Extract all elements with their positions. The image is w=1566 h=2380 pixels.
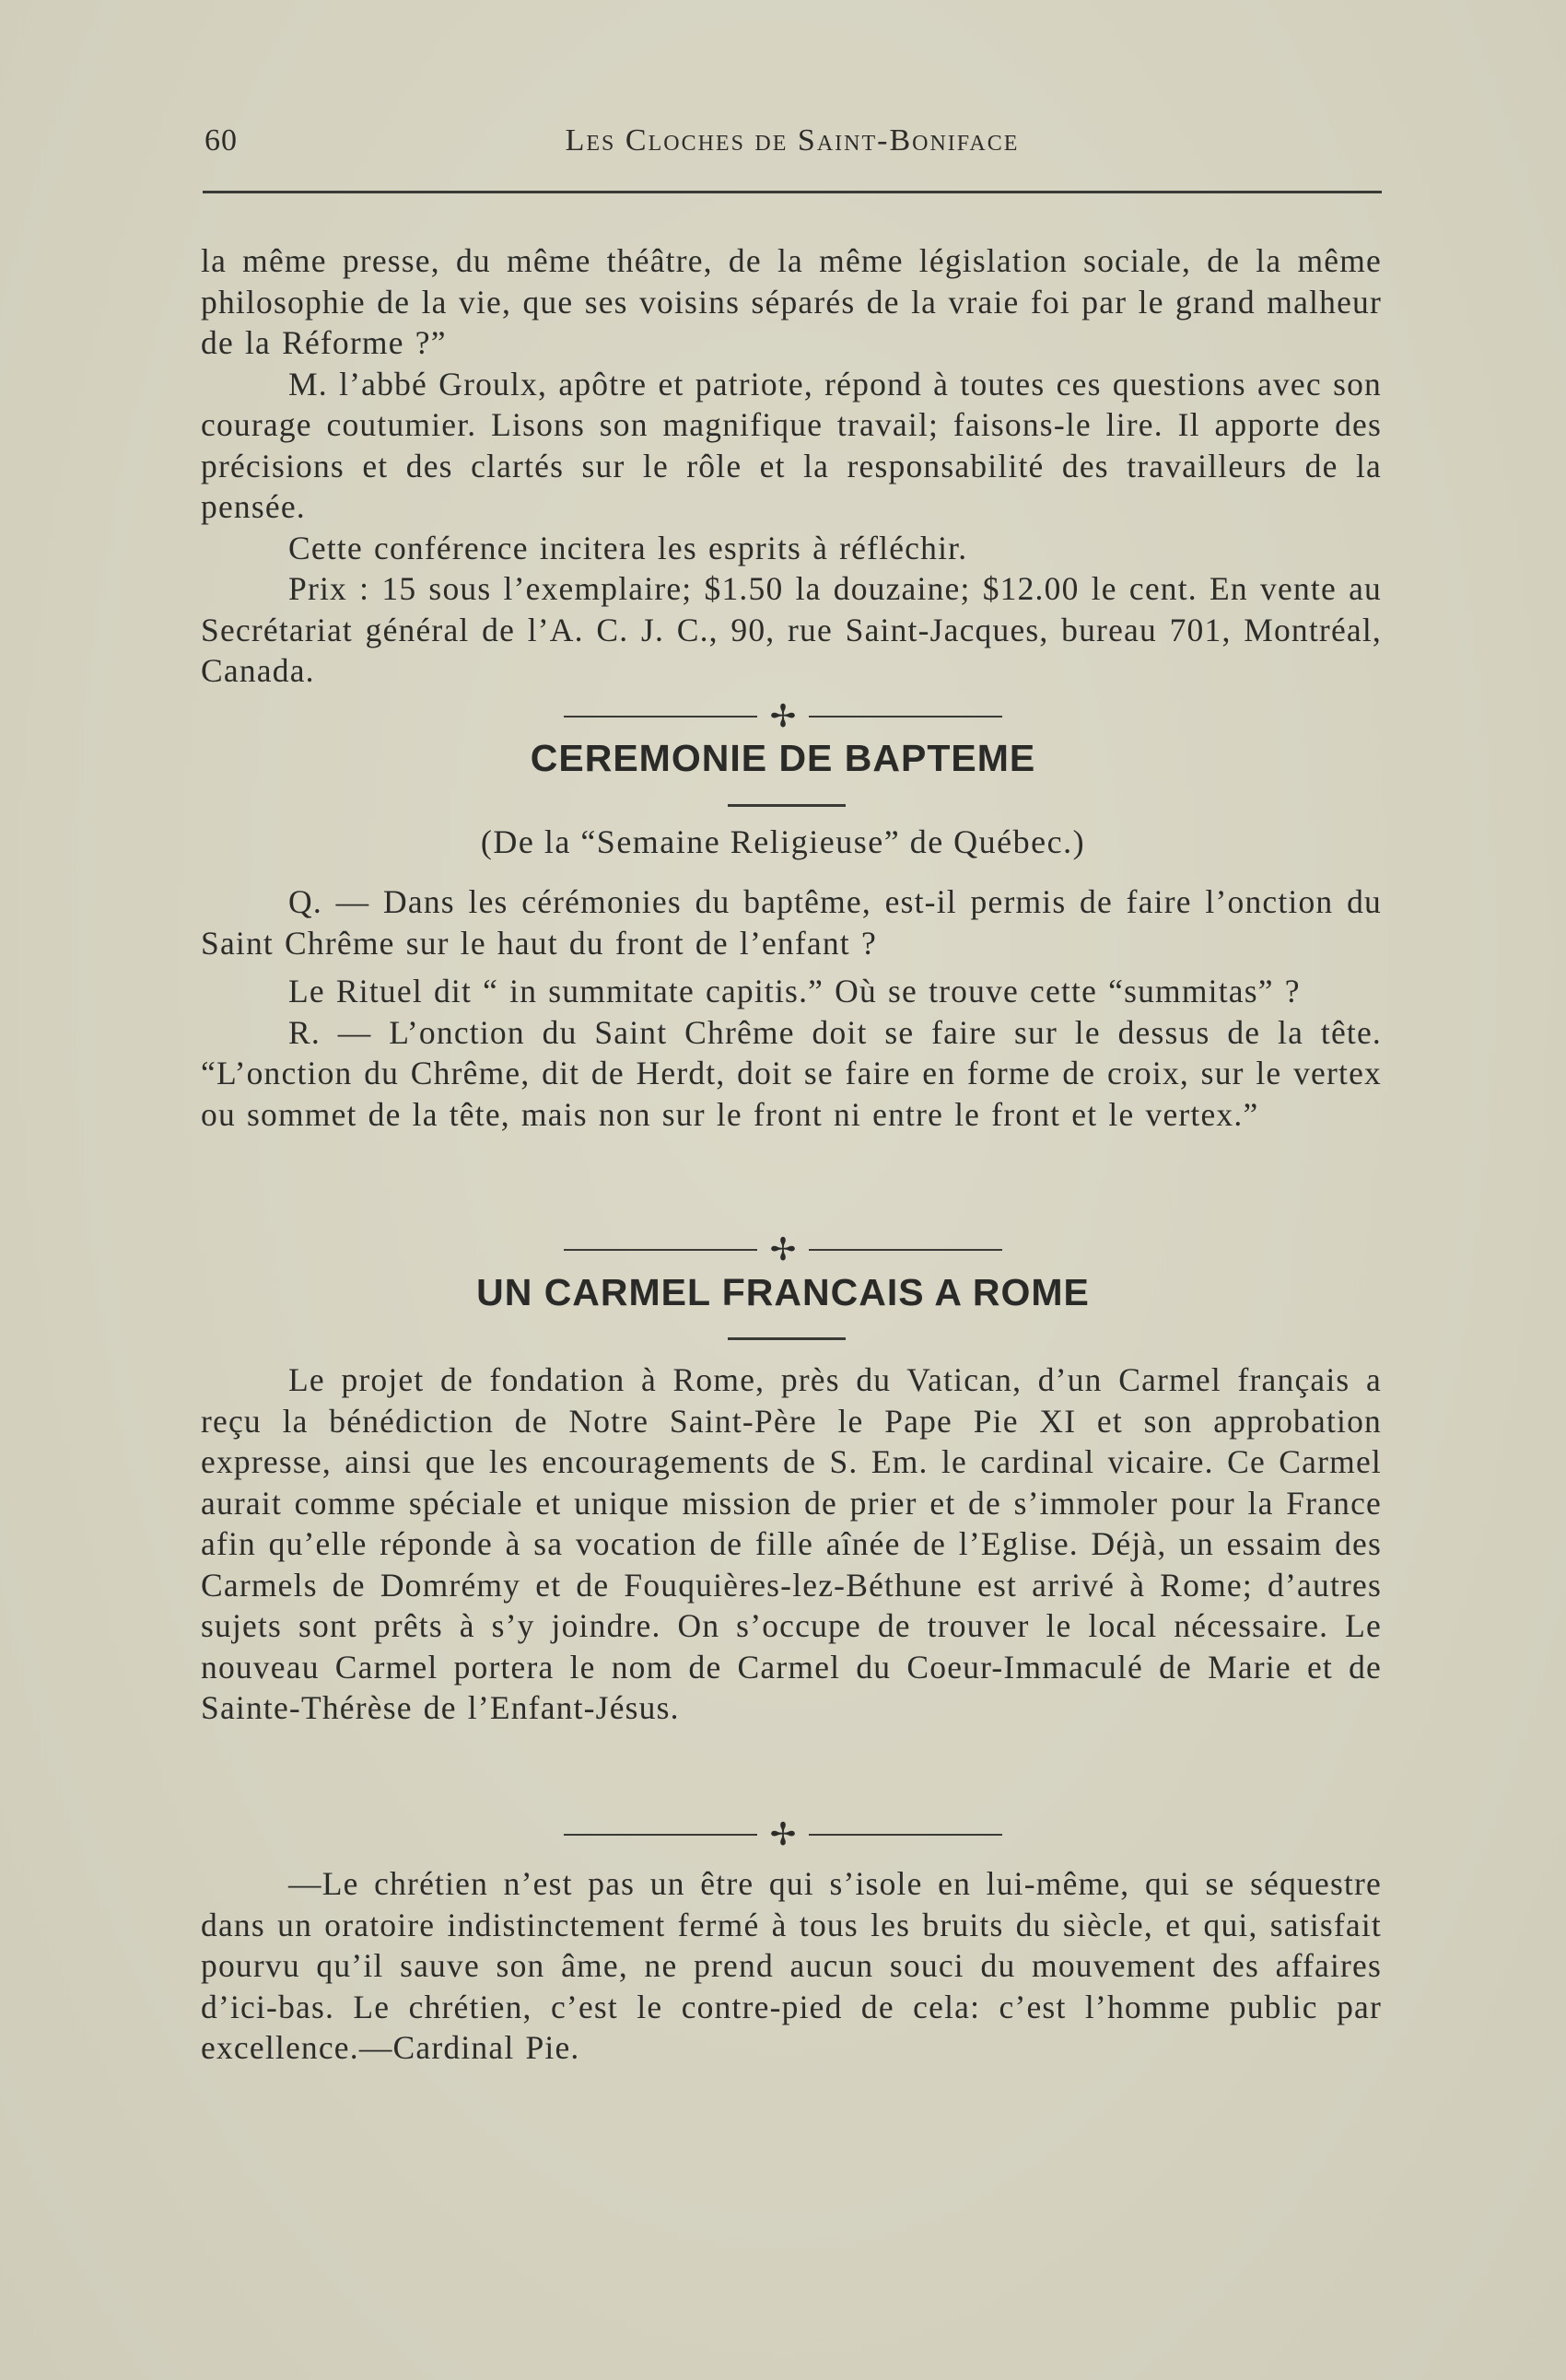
page-number: 60 <box>205 123 238 158</box>
section-title-bapteme: CEREMONIE DE BAPTEME <box>530 737 1036 779</box>
intro-paragraph: M. l’abbé Groulx, apôtre et patriote, répond à toutes ces questions avec son courage coutumier. Lisons son magnifique travail; faisons-le lire. Il apporte des précisions et des clartés sur le rôle et la responsabilité des travailleurs de la pensée. <box>201 365 1382 525</box>
carmel-paragraph: Le projet de fondation à Rome, près du Vatican, d’un Carmel français a reçu la bénédiction de Notre Saint-Père le Pape Pie XI et son approbation expresse, ainsi que les encouragements de S. Em. le cardinal vicaire. Ce Carmel aurait comme spéciale et unique mission de prier et de s’immoler pour la France afin qu’elle réponde à sa vocation de fille aînée de l’Eglise. Déjà, un essaim des Carmels de Domrémy et de Fouquières-lez-Béthune est arrivé à Rome; d’autres sujets sont prêts à s’y joindre. On s’occupe de trouver le local nécessaire. Le nouveau Carmel portera le nom de Carmel du Coeur-Immaculé de Marie et de Sainte-Thérèse de l’Enfant-Jésus. <box>201 1361 1382 1726</box>
cross-ornament-icon: ✢ <box>769 698 797 735</box>
cross-ornament-icon: ✢ <box>769 1231 797 1268</box>
quote-paragraph: —Le chrétien n’est pas un être qui s’isole en lui-même, qui se séquestre dans un oratoire indistinctement fermé à tous les bruits du siècle, et qui, satisfait pourvu qu’il sauve son âme, ne prend aucun souci du mouvement des affaires d’ici-bas. Le chrétien, c’est le contre-pied de cela: c’est l’homme public par excellence.—Cardinal Pie. <box>201 1865 1382 2066</box>
ornament-line <box>809 1249 1002 1251</box>
carmel-text <box>201 1359 1382 1729</box>
header-rule <box>203 191 1382 193</box>
cross-ornament-icon: ✢ <box>769 1816 797 1853</box>
ornament-line <box>809 1834 1002 1836</box>
quote-text <box>201 1863 1382 2069</box>
section-subtitle: (De la “Semaine Religieuse” de Québec.) <box>480 823 1086 860</box>
running-title: Les Cloches de Saint-Boniface <box>565 123 1020 158</box>
ornament-line <box>564 716 757 718</box>
page-header <box>203 123 1382 169</box>
intro-paragraph: la même presse, du même théâtre, de la même législation sociale, de la même philosophie de la vie, que ses voisins séparés de la vraie foi par le grand malheur de la Réforme ?” <box>201 242 1382 361</box>
ornament-line <box>809 716 1002 718</box>
section-ornament <box>0 698 1566 735</box>
question-paragraph: Q. — Dans les cérémonies du baptême, est-il permis de faire l’onction du Saint Chrême sur le haut du front de l’enfant ? <box>201 883 1382 962</box>
section-ornament <box>0 1231 1566 1268</box>
ornament-line <box>564 1249 757 1251</box>
bapteme-text <box>201 881 1382 1135</box>
intro-paragraph: Prix : 15 sous l’exemplaire; $1.50 la douzaine; $12.00 le cent. En vente au Secrétariat général de l’A. C. J. C., 90, rue Saint-Jacques, bureau 701, Montréal, Canada. <box>201 570 1382 689</box>
question-paragraph: Le Rituel dit “ in summitate capitis.” Où se trouve cette “summitas” ? <box>288 973 1301 1009</box>
section-ornament <box>0 1816 1566 1853</box>
intro-text <box>201 240 1382 692</box>
intro-paragraph: Cette conférence incitera les esprits à réfléchir. <box>288 529 968 566</box>
section-title-carmel: UN CARMEL FRANCAIS A ROME <box>476 1271 1090 1313</box>
title-underline <box>728 804 846 807</box>
answer-paragraph: R. — L’onction du Saint Chrême doit se faire sur le dessus de la tête. “L’onction du Chrême, dit de Herdt, doit se faire en forme de croix, sur le vertex ou sommet de la tête, mais non sur le front ni entre le front et le vertex.” <box>201 1013 1382 1133</box>
title-underline <box>728 1337 846 1340</box>
ornament-line <box>564 1834 757 1836</box>
